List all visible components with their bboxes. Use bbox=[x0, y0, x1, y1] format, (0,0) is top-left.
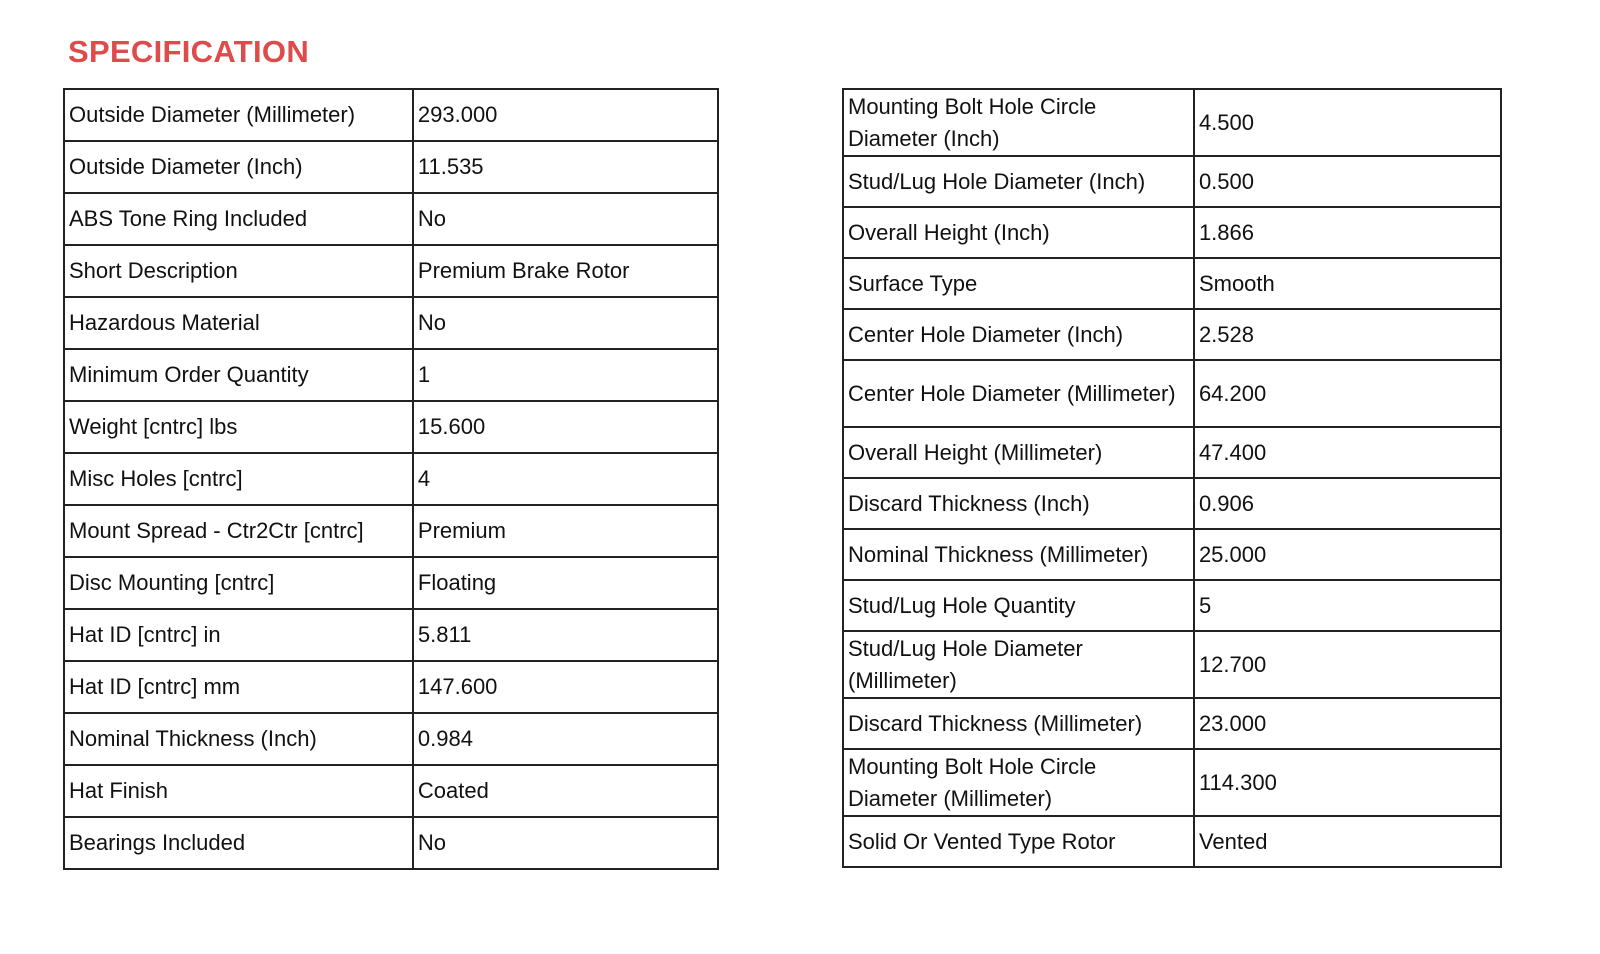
spec-value: 1 bbox=[413, 349, 718, 401]
spec-label: Center Hole Diameter (Inch) bbox=[843, 309, 1194, 360]
spec-value: 0.906 bbox=[1194, 478, 1501, 529]
spec-value: 4 bbox=[413, 453, 718, 505]
spec-table-left bbox=[63, 88, 719, 870]
spec-value: Vented bbox=[1194, 816, 1501, 867]
spec-label: Solid Or Vented Type Rotor bbox=[843, 816, 1194, 867]
table-row bbox=[64, 349, 718, 401]
table-row bbox=[64, 609, 718, 661]
spec-value: 15.600 bbox=[413, 401, 718, 453]
spec-label: Hat ID [cntrc] in bbox=[64, 609, 413, 661]
spec-label: Overall Height (Inch) bbox=[843, 207, 1194, 258]
table-row bbox=[64, 297, 718, 349]
spec-value: Coated bbox=[413, 765, 718, 817]
spec-value: 293.000 bbox=[413, 89, 718, 141]
spec-label: Disc Mounting [cntrc] bbox=[64, 557, 413, 609]
spec-label: Surface Type bbox=[843, 258, 1194, 309]
spec-value: Premium Brake Rotor bbox=[413, 245, 718, 297]
spec-value: 25.000 bbox=[1194, 529, 1501, 580]
table-row bbox=[64, 505, 718, 557]
spec-label: ABS Tone Ring Included bbox=[64, 193, 413, 245]
spec-value: 147.600 bbox=[413, 661, 718, 713]
table-row bbox=[843, 529, 1501, 580]
table-row bbox=[64, 89, 718, 141]
spec-value: 1.866 bbox=[1194, 207, 1501, 258]
table-row bbox=[64, 713, 718, 765]
table-row bbox=[843, 309, 1501, 360]
spec-label: Discard Thickness (Millimeter) bbox=[843, 698, 1194, 749]
spec-label: Nominal Thickness (Inch) bbox=[64, 713, 413, 765]
table-row bbox=[64, 193, 718, 245]
spec-label: Nominal Thickness (Millimeter) bbox=[843, 529, 1194, 580]
table-row bbox=[64, 661, 718, 713]
spec-value: 23.000 bbox=[1194, 698, 1501, 749]
spec-value: Premium bbox=[413, 505, 718, 557]
spec-label: Mounting Bolt Hole Circle Diameter (Inch) bbox=[843, 89, 1194, 156]
table-row bbox=[64, 817, 718, 869]
spec-value: 2.528 bbox=[1194, 309, 1501, 360]
table-row bbox=[843, 360, 1501, 427]
spec-table-right bbox=[842, 88, 1502, 868]
table-row bbox=[843, 258, 1501, 309]
spec-label: Outside Diameter (Millimeter) bbox=[64, 89, 413, 141]
page-title: SPECIFICATION bbox=[68, 34, 310, 69]
spec-label: Discard Thickness (Inch) bbox=[843, 478, 1194, 529]
spec-value: No bbox=[413, 193, 718, 245]
spec-value: Floating bbox=[413, 557, 718, 609]
spec-label: Center Hole Diameter (Millimeter) bbox=[843, 360, 1194, 427]
spec-value: No bbox=[413, 817, 718, 869]
spec-label: Short Description bbox=[64, 245, 413, 297]
spec-value: 0.500 bbox=[1194, 156, 1501, 207]
table-row bbox=[64, 765, 718, 817]
spec-value: 11.535 bbox=[413, 141, 718, 193]
table-row bbox=[843, 816, 1501, 867]
table-row bbox=[64, 557, 718, 609]
spec-label: Bearings Included bbox=[64, 817, 413, 869]
spec-value: No bbox=[413, 297, 718, 349]
spec-label: Minimum Order Quantity bbox=[64, 349, 413, 401]
table-row bbox=[843, 207, 1501, 258]
spec-label: Hat Finish bbox=[64, 765, 413, 817]
spec-value: 0.984 bbox=[413, 713, 718, 765]
table-row bbox=[843, 478, 1501, 529]
spec-label: Mount Spread - Ctr2Ctr [cntrc] bbox=[64, 505, 413, 557]
spec-label: Misc Holes [cntrc] bbox=[64, 453, 413, 505]
spec-label: Stud/Lug Hole Diameter (Millimeter) bbox=[843, 631, 1194, 698]
spec-label: Mounting Bolt Hole Circle Diameter (Millimeter) bbox=[843, 749, 1194, 816]
table-row bbox=[64, 141, 718, 193]
table-row bbox=[843, 749, 1501, 816]
spec-label: Stud/Lug Hole Diameter (Inch) bbox=[843, 156, 1194, 207]
table-row bbox=[64, 245, 718, 297]
spec-value: 47.400 bbox=[1194, 427, 1501, 478]
table-row bbox=[843, 156, 1501, 207]
spec-label: Weight [cntrc] lbs bbox=[64, 401, 413, 453]
table-row bbox=[64, 453, 718, 505]
spec-label: Outside Diameter (Inch) bbox=[64, 141, 413, 193]
spec-value: 5 bbox=[1194, 580, 1501, 631]
spec-value: 12.700 bbox=[1194, 631, 1501, 698]
table-row bbox=[843, 427, 1501, 478]
spec-value: Smooth bbox=[1194, 258, 1501, 309]
spec-value: 4.500 bbox=[1194, 89, 1501, 156]
table-row bbox=[843, 631, 1501, 698]
table-row bbox=[64, 401, 718, 453]
spec-label: Stud/Lug Hole Quantity bbox=[843, 580, 1194, 631]
table-row bbox=[843, 89, 1501, 156]
spec-value: 114.300 bbox=[1194, 749, 1501, 816]
spec-label: Hat ID [cntrc] mm bbox=[64, 661, 413, 713]
spec-label: Hazardous Material bbox=[64, 297, 413, 349]
spec-value: 5.811 bbox=[413, 609, 718, 661]
table-row bbox=[843, 698, 1501, 749]
table-row bbox=[843, 580, 1501, 631]
spec-value: 64.200 bbox=[1194, 360, 1501, 427]
spec-label: Overall Height (Millimeter) bbox=[843, 427, 1194, 478]
